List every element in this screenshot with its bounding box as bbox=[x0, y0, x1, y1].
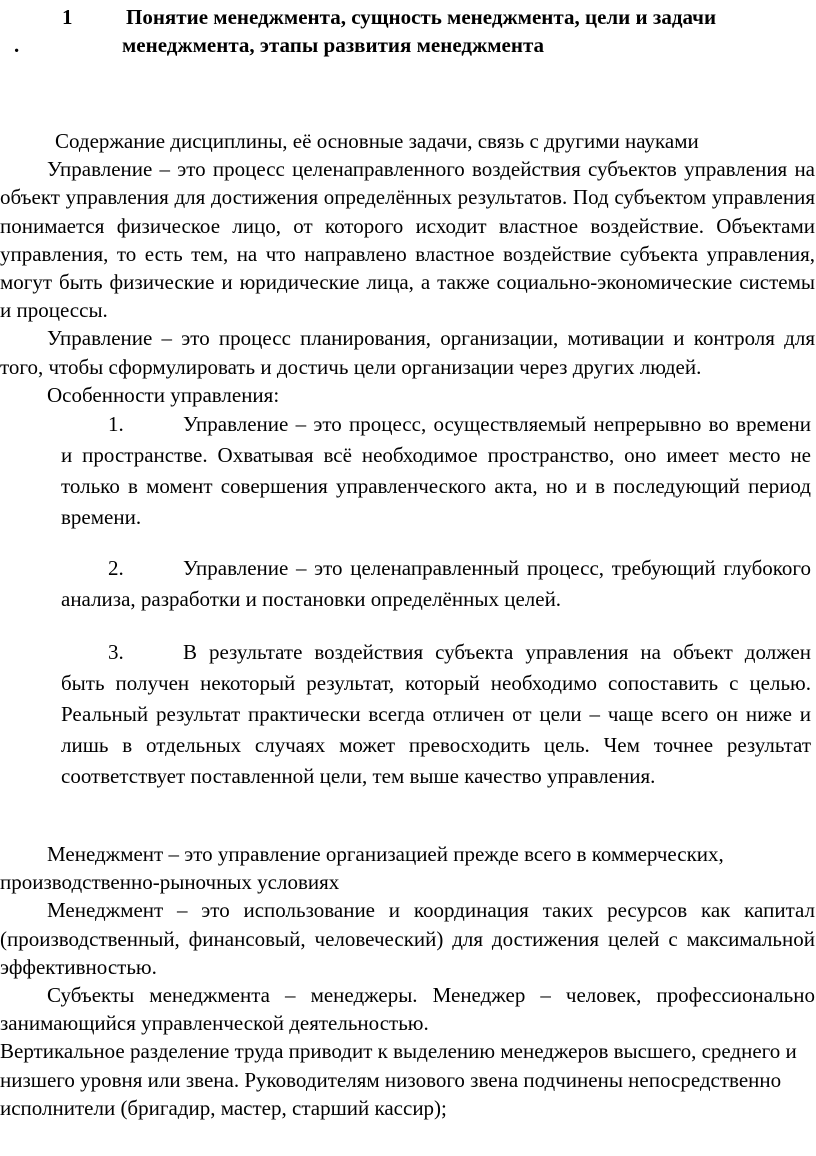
paragraph-management-commercial: Менеджмент – это управление организацией прежде всего в коммерческих, производственно-рыночных условиях bbox=[0, 842, 724, 895]
list-item bbox=[0, 409, 815, 533]
section-heading bbox=[0, 3, 816, 73]
list-item-text: В результате воздействия субъекта управления на объект должен быть получен некоторый результат, который необходимо сопоставить с целью. Реальный результат практически всегда отличен от цели – чаще всего он ниже и лишь в отдельных случаях может превосходить цель. Чем точнее результат соответствует поставленной цели, тем выше качество управления. bbox=[61, 640, 811, 789]
list-item-text: Управление – это процесс, осуществляемый непрерывно во времени и пространстве. Охватывая всё необходимое пространство, оно имеет место не только в момент совершения управленческого акта, но и в последующий период времени. bbox=[61, 412, 811, 530]
document-body bbox=[0, 127, 815, 1122]
paragraph-management-definition: Управление – это процесс целенаправленного воздействия субъектов управления на объект управления для достижения определённых результатов. Под субъектом управления понимается физическое лицо, от которого исходит властное воздействие. Объектами управления, то есть тем, на что направлено властное воздействие субъекта управления, могут быть физические и юридические лица, а также социально-экономические системы и процессы. bbox=[0, 157, 815, 323]
paragraph-management-subjects: Субъекты менеджмента – менеджеры. Менеджер – человек, профессионально занимающийся управленческой деятельностью. bbox=[0, 983, 815, 1036]
list-marker: 1. bbox=[108, 412, 124, 437]
list-item bbox=[0, 637, 815, 792]
paragraph-management-resources: Менеджмент – это использование и координация таких ресурсов как капитал (производственный, финансовый, человеческий) для достижения целей с максимальной эффективностью. bbox=[0, 898, 815, 979]
subsection-title: Содержание дисциплины, её основные задачи, связь с другими науками bbox=[55, 129, 699, 153]
list-item-text: Управление – это целенаправленный процесс, требующий глубокого анализа, разработки и постановки определённых целей. bbox=[61, 556, 811, 612]
section-title-line-1: Понятие менеджмента, сущность менеджмента, цели и задачи bbox=[126, 5, 717, 29]
list-item bbox=[0, 553, 815, 615]
section-number: 1 bbox=[62, 5, 73, 29]
section-title-line-2: менеджмента, этапы развития менеджмента bbox=[122, 33, 545, 57]
list-marker: 3. bbox=[108, 640, 124, 665]
paragraph-management-process: Управление – это процесс планирования, организации, мотивации и контроля для того, чтобы сформулировать и достичь цели организации через других людей. bbox=[0, 326, 815, 379]
list-marker: 2. bbox=[108, 556, 124, 581]
features-title: Особенности управления: bbox=[47, 382, 280, 407]
section-number-dot: . bbox=[14, 33, 20, 57]
paragraph-vertical-division: Вертикальное разделение труда приводит к выделению менеджеров высшего, среднего и низшего уровня или звена. Руководителям низового звена подчинены непосредственно исполнители (бригадир, мастер, старший кассир); bbox=[0, 1039, 797, 1120]
